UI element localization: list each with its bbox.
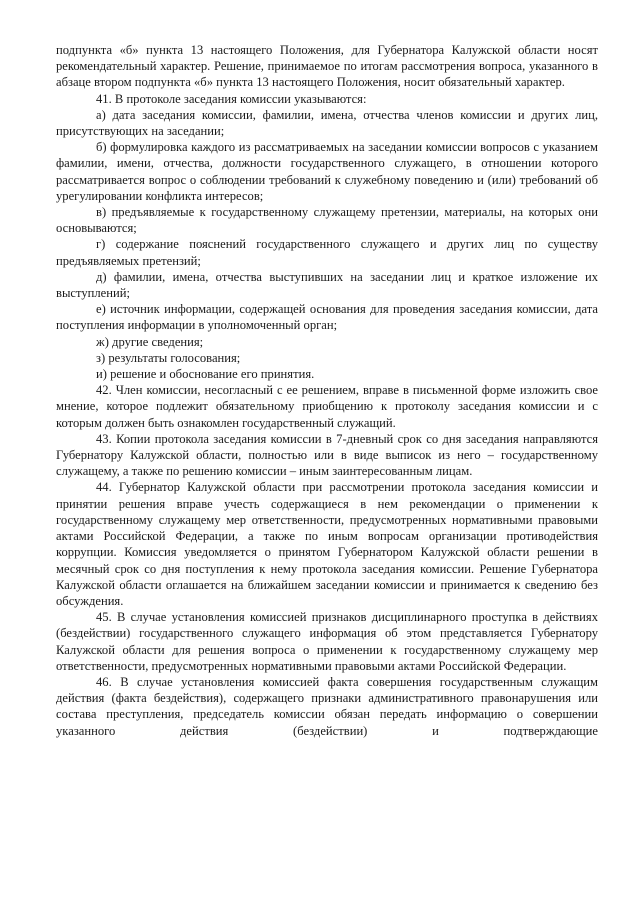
- paragraph-41: 41. В протоколе заседания комиссии указываются:: [96, 91, 367, 106]
- paragraph-42: 42. Член комиссии, несогласный с ее решением, вправе в письменной форме изложить свое мнение, которое подлежит обязательному приобщению к протоколу заседания комиссии и с которым должен быть ознакомлен государственный служащий.: [56, 383, 598, 430]
- paragraph-43: 43. Копии протокола заседания комиссии в 7-дневный срок со дня заседания направляются Губернатору Калужской области, полностью или в виде выписок из него – государственному служащему, а также по решению комиссии – иным заинтересованным лицам.: [56, 431, 598, 479]
- item-41-e: е) источник информации, содержащей основания для проведения заседания комиссии, дата поступления информации в уполномоченный орган;: [56, 302, 598, 333]
- item-41-a: а) дата заседания комиссии, фамилии, имена, отчества членов комиссии и других лиц, присутствующих на заседании;: [56, 107, 598, 139]
- paragraph-45: 45. В случае установления комиссией признаков дисциплинарного проступка в действиях (бездействии) государственного служащего информация об этом представляется Губернатору Калужской области для решения вопроса о применении к государственному служащему мер ответственности, предусмотренных нормативными правовыми актами Российской Федерации.: [56, 610, 598, 673]
- paragraph-46: 46. В случае установления комиссией факта совершения государственным служащим действия (факта бездействия), содержащего признаки административного правонарушения или состава преступления, председатель комиссии обязан передать информацию о совершении указанного действия (бездействии) и подтверждающие: [56, 674, 598, 738]
- item-41-i: и) решение и обоснование его принятия.: [96, 367, 315, 382]
- paragraph-44: 44. Губернатор Калужской области при рассмотрении протокола заседания комиссии и принятии решения вправе учесть содержащиеся в нем рекомендации о применении к государственному служащему мер ответственности, предусмотренных нормативными правовыми актами Российской Федерации, а также по иным вопросам организации противодействия коррупции. Комиссия уведомляется о принятом Губернатором Калужской области решении в месячный срок со дня поступления к нему протокола заседания комиссии. Решение Губернатора Калужской области оглашается на ближайшем заседании комиссии и принимается к сведению без обсуждения.: [56, 480, 598, 608]
- item-41-z: з) результаты голосования;: [96, 350, 241, 365]
- paragraph-continuation: подпункта «б» пункта 13 настоящего Положения, для Губернатора Калужской области носят рекомендательный характер. Решение, принимаемое по итогам рассмотрения вопроса, указанного в абзаце втором подпункта «б» пункта 13 настоящего Положения, носит обязательный характер.: [56, 43, 598, 90]
- item-41-zh: ж) другие сведения;: [96, 334, 204, 349]
- item-41-g: г) содержание пояснений государственного служащего и других лиц по существу предъявляемых претензий;: [56, 237, 598, 268]
- item-41-b: б) формулировка каждого из рассматриваемых на заседании комиссии вопросов с указанием фамилии, имени, отчества, должности государственного служащего, в отношении которого рассматривается вопрос о соблюдении требований к служебному поведению и (или) требований об урегулировании конфликта интересов;: [56, 140, 598, 203]
- item-41-v: в) предъявляемые к государственному служащему претензии, материалы, на которых они основываются;: [56, 205, 598, 236]
- item-41-d: д) фамилии, имена, отчества выступивших на заседании лиц и краткое изложение их выступлений;: [56, 269, 598, 301]
- document-page: [56, 42, 598, 739]
